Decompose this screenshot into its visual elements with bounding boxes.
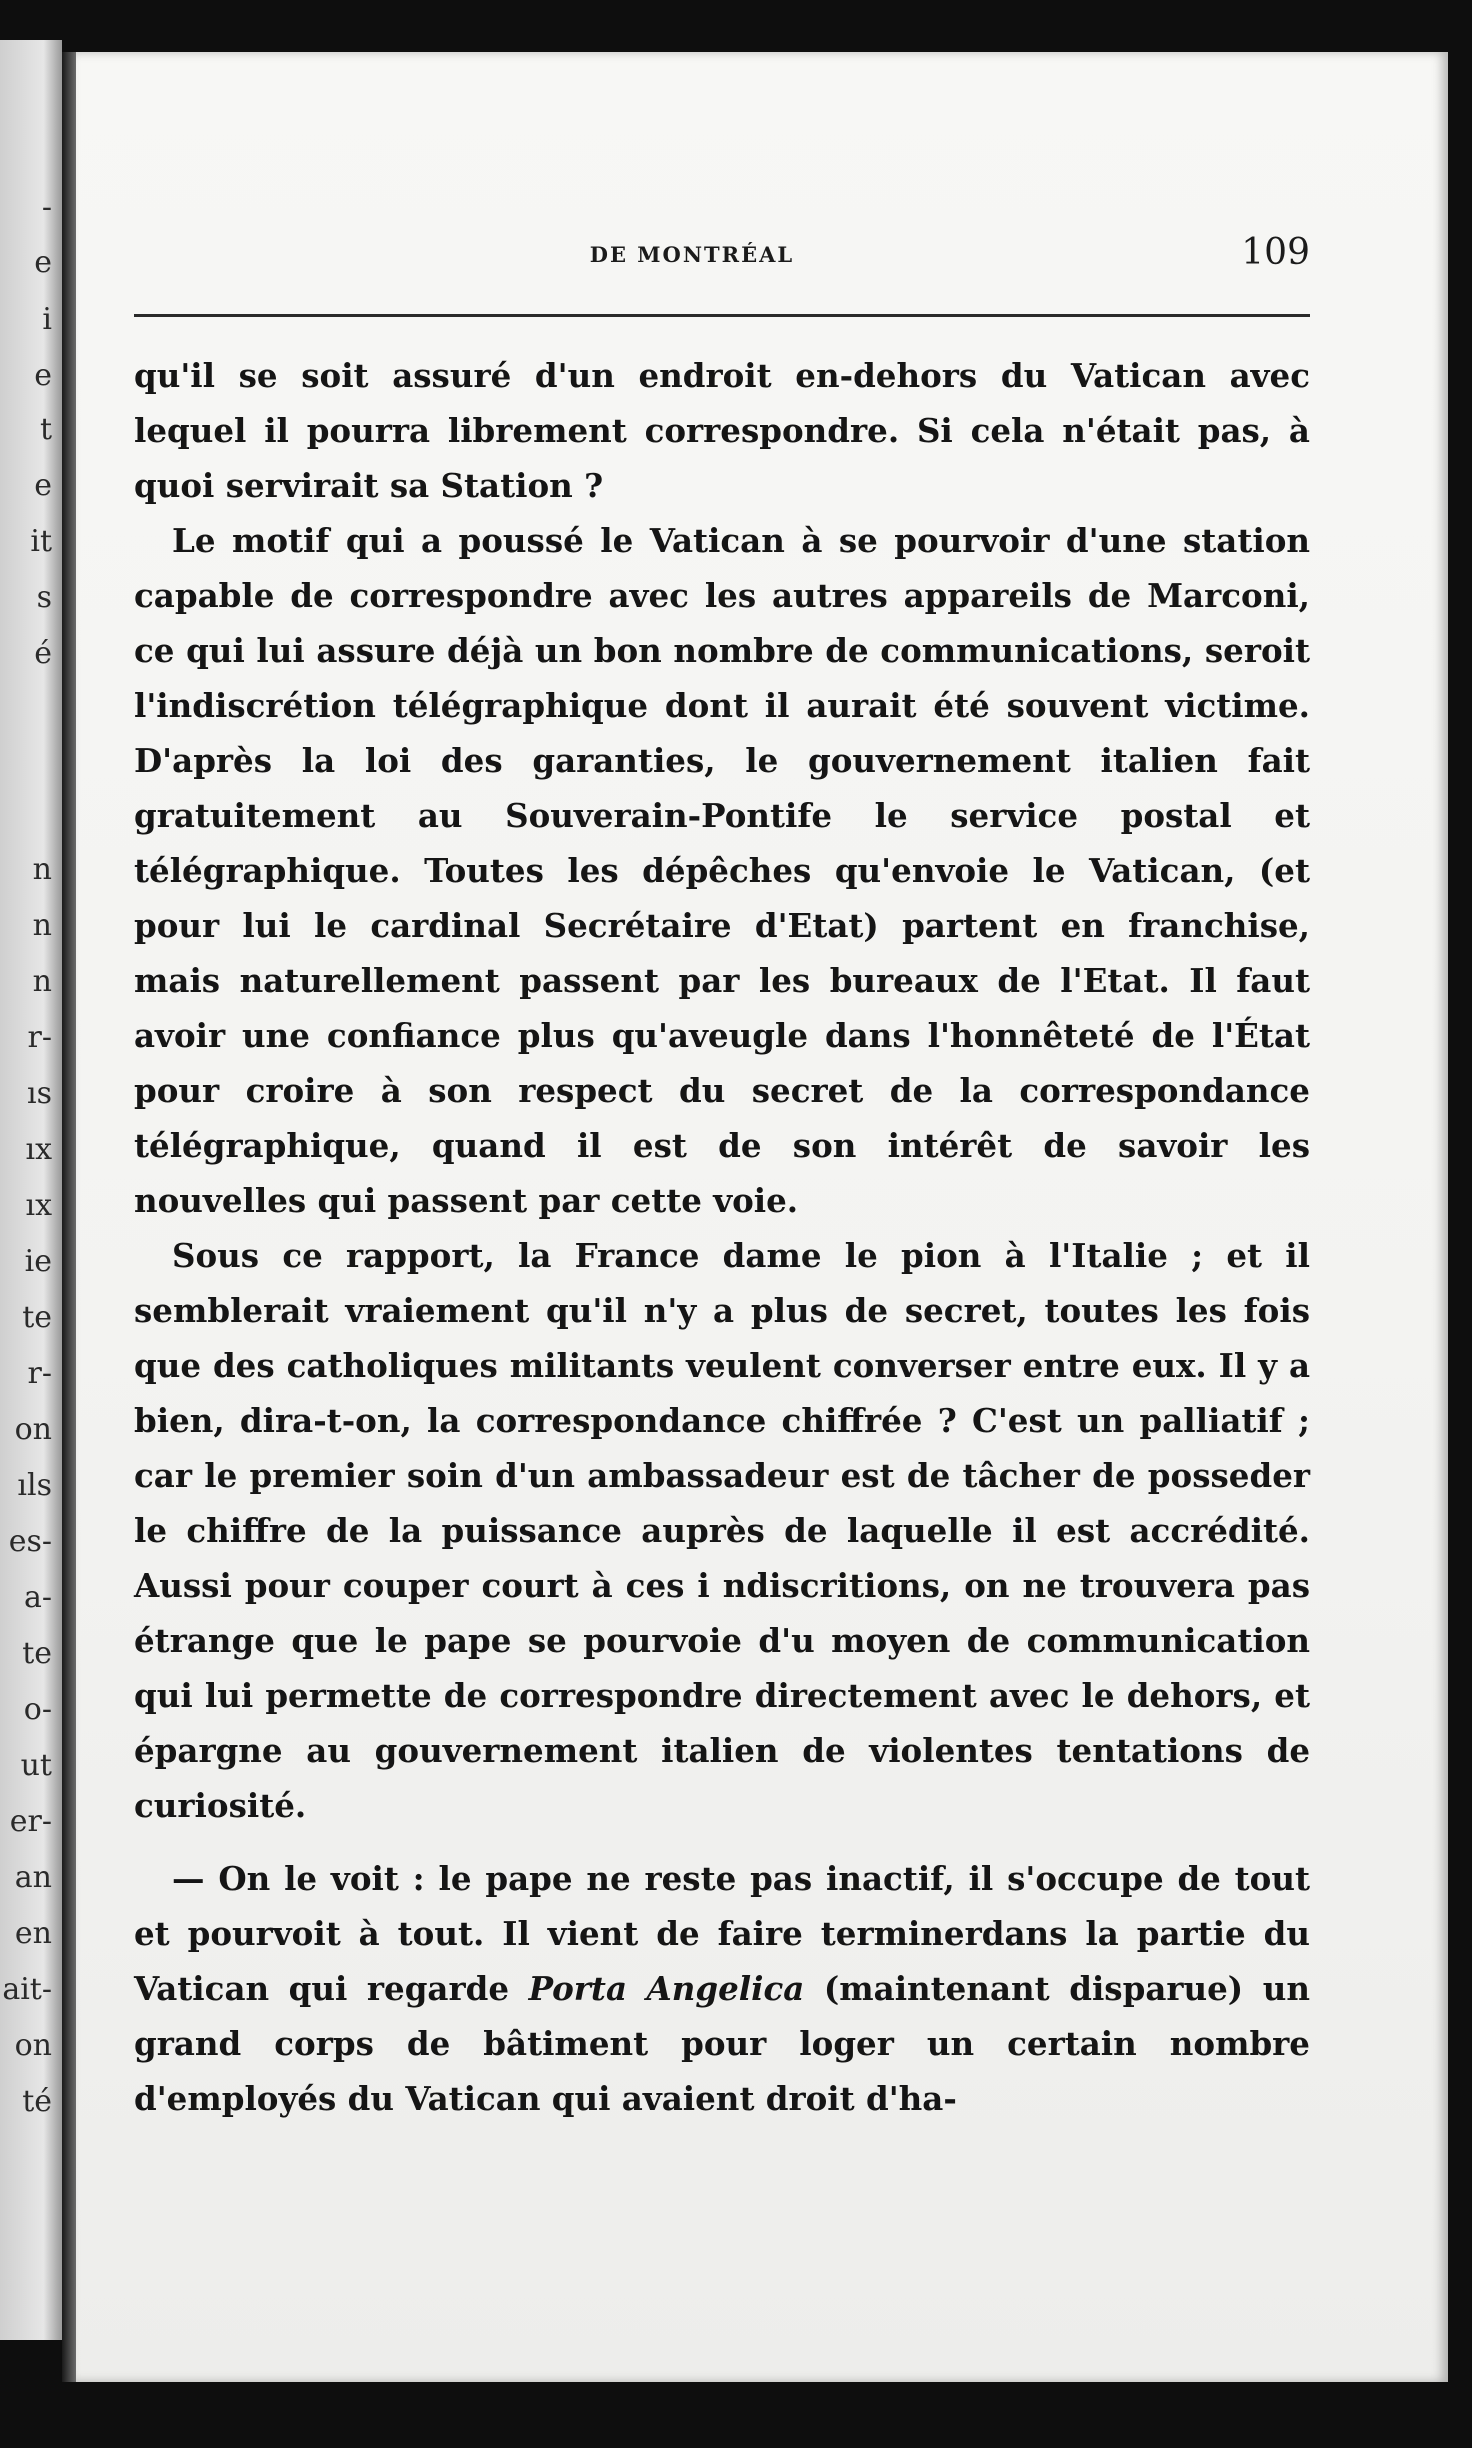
margin-fragment: s [36,580,52,615]
margin-fragment: n [32,908,52,943]
margin-fragment: es- [8,1524,52,1559]
margin-fragment: e [34,468,52,503]
margin-fragment: n [32,964,52,999]
italic-place-name: Porta Angelica [528,1969,805,2008]
page-header [134,194,1310,294]
margin-fragment: ıx [25,1132,52,1167]
margin-fragment: te [22,1636,52,1671]
margin-fragment: on [14,1412,52,1447]
margin-fragment: on [14,2028,52,2063]
margin-fragment: ıs [27,1076,52,1111]
adjacent-page-margin [0,40,62,2340]
margin-fragment: ait- [2,1972,52,2007]
margin-fragment: ıls [17,1468,52,1503]
margin-fragment: it [30,524,52,559]
margin-fragment: r- [27,1020,52,1055]
margin-fragment: i [42,302,52,337]
margin-fragment: ıx [25,1188,52,1223]
margin-fragment: a- [23,1580,52,1615]
margin-fragment: e [34,358,52,393]
margin-fragment: n [32,852,52,887]
margin-fragment: er- [9,1804,52,1839]
margin-fragment: te [22,1300,52,1335]
margin-fragment: - [41,190,52,225]
book-page [76,52,1448,2382]
paragraph: Le motif qui a poussé le Vatican à se pourvoir d'une station capable de correspondre avec les autres appareils de Marconi, ce qui lui assure déjà un bon nombre de communications, seroit l'indiscrétion télégraphique dont il aurait été souvent victime. D'après la loi des garanties, le gouvernement italien fait gratuitement au Souverain-Pontife le service postal et télégraphique. Toutes les dépêches qu'envoie le Vatican, (et pour lui le cardinal Secrétaire d'Etat) partent en franchise, mais naturellement passent par les bureaux de l'Etat. Il faut avoir une confiance plus qu'aveugle dans l'honnêteté de l'État pour croire à son respect du secret de la correspondance télégraphique, quand il est de son intérêt de savoir les nouvelles qui passent par cette voie. [134,521,1310,1220]
paragraph-text: (maintenant disparue) un grand corps de bâtiment pour loger un certain nombre d'employés du Vatican qui avaient droit d'ha- [134,1969,1310,2118]
margin-fragment: té [22,2084,52,2119]
paragraph: Sous ce rapport, la France dame le pion à l'Italie ; et il semblerait vraiement qu'il n'y a plus de secret, toutes les fois que des catholiques militants veulent converser entre eux. Il y a bien, dira-t-on, la correspondance chiffrée ? C'est un palliatif ; car le premier soin d'un ambassadeur est de tâcher de posseder le chiffre de la puissance auprès de laquelle il est accrédité. Aussi pour couper court à ces i ndiscritions, on ne trouvera pas étrange que le pape se pourvoie d'u moyen de communication qui lui permette de correspondre directement avec le dehors, et épargne au gouvernement italien de violentes tentations de curiosité. [134,1236,1310,1825]
margin-fragment: an [14,1860,52,1895]
margin-fragment: ut [20,1748,52,1783]
margin-fragment: o- [23,1692,52,1727]
paragraph-text: — On le voit : le pape ne reste pas inactif, il s'occupe de tout et pourvoit à tout. Il vient de faire terminerdans la partie du Vatican qui regarde [134,1859,1310,2008]
header-rule [134,314,1310,317]
margin-fragment: r- [27,1356,52,1391]
margin-fragment: ie [24,1244,52,1279]
margin-fragment: en [14,1916,52,1951]
paragraph [134,1851,1310,2126]
running-head: DE MONTRÉAL [589,242,795,267]
margin-fragment: é [34,636,52,671]
page-gutter [62,52,76,2382]
page-number: 109 [1241,232,1310,273]
body-text [134,348,1310,2126]
margin-fragment: t [39,412,52,447]
paragraph: qu'il se soit assuré d'un endroit en-dehors du Vatican avec lequel il pourra librement correspondre. Si cela n'était pas, à quoi servirait sa Station ? [134,356,1310,505]
margin-fragment: e [34,245,52,280]
